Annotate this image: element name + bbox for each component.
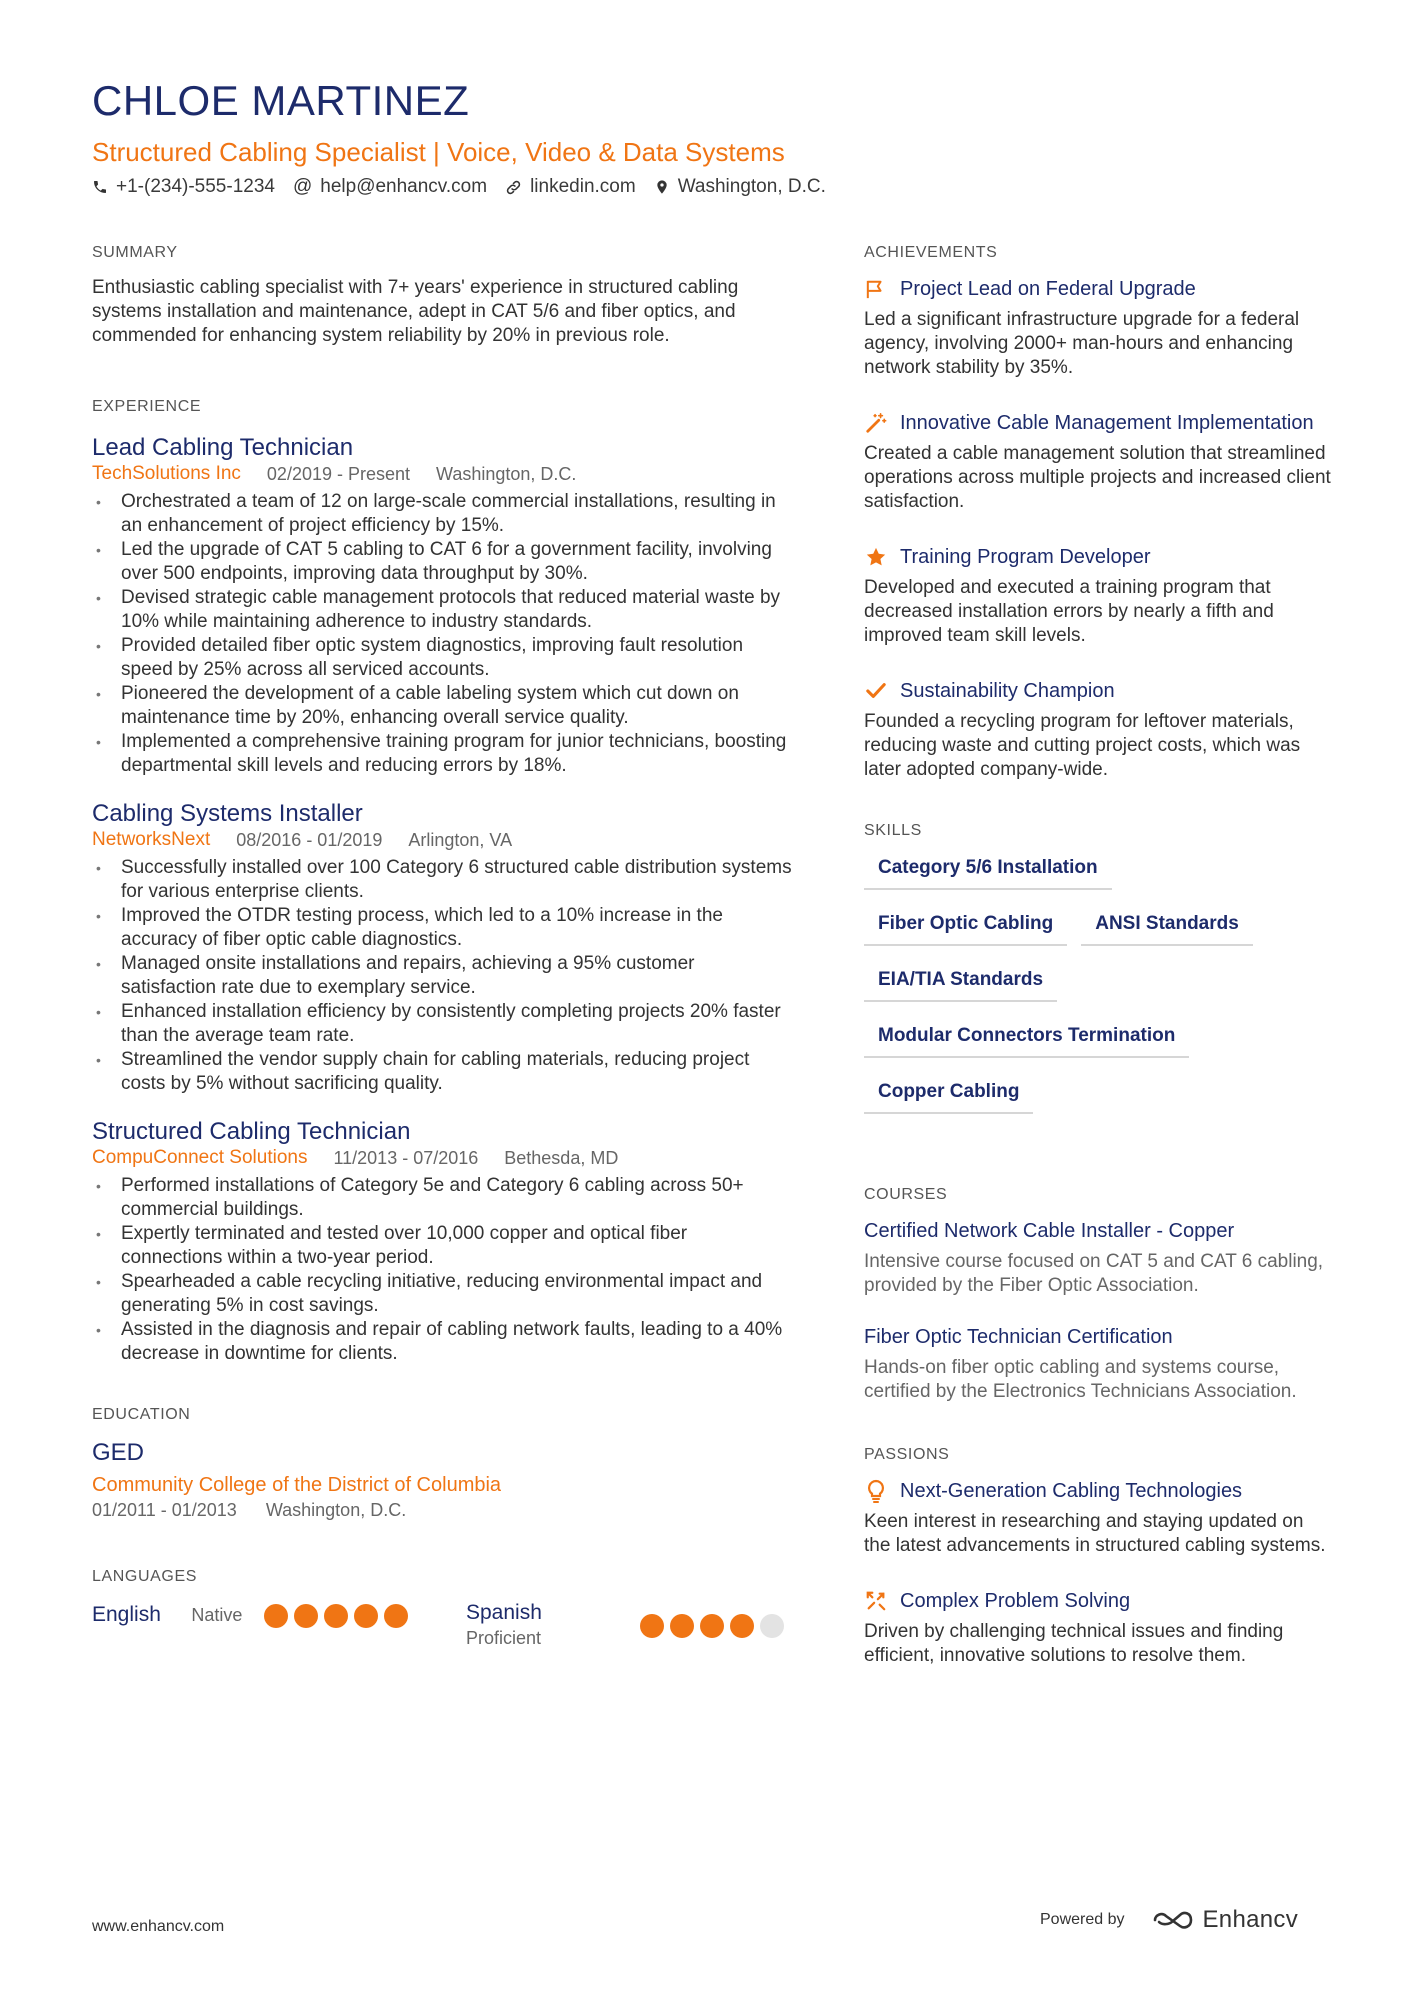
job-bullet: • Led the upgrade of CAT 5 cabling to CAT 6 for a government facility, involving over 500 endpoints, improving data throughput by 30%.: [92, 538, 792, 586]
skills-list: [864, 856, 1334, 1136]
at-icon: @: [292, 176, 313, 197]
achievement-title: Sustainability Champion: [900, 680, 1115, 702]
education-meta: [92, 1498, 792, 1522]
rating-dot-empty: [760, 1614, 784, 1638]
language-name: Spanish: [466, 1601, 542, 1624]
contact-bar: [92, 176, 844, 198]
skill-tag: Fiber Optic Cabling: [864, 912, 1067, 946]
education-degree: GED: [92, 1439, 145, 1466]
education-dates: 01/2011 - 01/2013: [92, 1500, 237, 1520]
passions-heading: PASSIONS: [864, 1446, 950, 1463]
lightbulb-icon: [864, 1478, 888, 1504]
achievement-item: [864, 276, 1334, 380]
summary-text: Enthusiastic cabling specialist with 7+ years' experience in structured cabling systems installation and maintenance, adept in CAT 5/6 and fiber optics, and commended for enhancing system reliability by 20% in previous role.: [92, 277, 739, 346]
brand-name: Enhancv: [1202, 1906, 1298, 1933]
job-bullet: • Managed onsite installations and repairs, achieving a 95% customer satisfaction rate due to exemplary service.: [92, 952, 792, 1000]
passion-desc: Driven by challenging technical issues and finding efficient, innovative solutions to resolve them.: [864, 1621, 1284, 1666]
job-bullets: [92, 856, 792, 1096]
job-bullet: • Orchestrated a team of 12 on large-scale commercial installations, resulting in an enhancement of project efficiency by 15%.: [92, 490, 792, 538]
job-title: Cabling Systems Installer: [92, 800, 363, 827]
magic-wand-icon: [864, 410, 888, 436]
skills-section: [864, 822, 1334, 1136]
job-dates: 02/2019 - Present: [266, 464, 411, 484]
experience-heading: EXPERIENCE: [92, 398, 202, 415]
linkedin-text: linkedin.com: [530, 176, 636, 197]
course-title: Fiber Optic Technician Certification: [864, 1326, 1173, 1348]
course-item: [864, 1324, 1334, 1404]
job-company: CompuConnect Solutions: [92, 1147, 308, 1168]
job-bullet: • Enhanced installation efficiency by consistently completing projects 20% faster than the average team rate.: [92, 1000, 792, 1048]
education-location: Washington, D.C.: [265, 1500, 407, 1520]
job-bullets: [92, 490, 792, 778]
language-item: [92, 1602, 242, 1628]
skill-tag: EIA/TIA Standards: [864, 968, 1057, 1002]
passion-title: Complex Problem Solving: [900, 1590, 1131, 1612]
language-item: [466, 1600, 542, 1650]
job-bullet: • Streamlined the vendor supply chain for cabling materials, reducing project costs by 5% without sacrificing quality.: [92, 1048, 792, 1096]
skills-heading: SKILLS: [864, 822, 922, 839]
education-heading: EDUCATION: [92, 1406, 191, 1423]
summary-heading: SUMMARY: [92, 244, 178, 261]
skill-tag: Copper Cabling: [864, 1080, 1033, 1114]
achievement-desc: Created a cable management solution that streamlined operations across multiple projects and increased client satisfaction.: [864, 443, 1331, 512]
languages-list: [92, 1602, 792, 1662]
job-entry: [92, 434, 792, 778]
languages-section: [92, 1568, 792, 1662]
footer-branding: [1040, 1906, 1298, 1934]
rating-dot-filled: [324, 1604, 348, 1628]
achievement-desc: Founded a recycling program for leftover materials, reducing waste and cutting project costs, which was later adopted company-wide.: [864, 711, 1301, 780]
location-pin-icon: [654, 178, 670, 196]
job-bullets: [92, 1174, 792, 1366]
checkmark-icon: [864, 678, 888, 704]
job-bullet: • Implemented a comprehensive training program for junior technicians, boosting departmental skill levels and reducing errors by 18%.: [92, 730, 792, 778]
experience-section: [92, 398, 792, 1366]
job-bullet: • Improved the OTDR testing process, which led to a 10% increase in the accuracy of fiber optic cable diagnostics.: [92, 904, 792, 952]
contact-phone[interactable]: [92, 176, 275, 198]
passions-section: [864, 1446, 1334, 1668]
language-name: English: [92, 1603, 161, 1626]
star-icon: [864, 544, 888, 570]
rating-dot-filled: [384, 1604, 408, 1628]
achievement-title: Training Program Developer: [900, 546, 1151, 568]
contact-linkedin[interactable]: [505, 176, 636, 198]
achievements-heading: ACHIEVEMENTS: [864, 244, 998, 261]
language-rating: [264, 1604, 414, 1628]
passion-item: [864, 1478, 1334, 1558]
email-text: help@enhancv.com: [320, 176, 488, 197]
passion-desc: Keen interest in researching and staying updated on the latest advancements in structured cabling systems.: [864, 1511, 1326, 1556]
rating-dot-filled: [730, 1614, 754, 1638]
achievement-item: [864, 544, 1334, 648]
job-location: Washington, D.C.: [436, 464, 577, 484]
phone-text: +1-(234)-555-1234: [116, 176, 275, 197]
rating-dot-filled: [670, 1614, 694, 1638]
phone-icon: [92, 179, 108, 195]
passion-item: [864, 1588, 1334, 1668]
course-desc: Intensive course focused on CAT 5 and CAT 6 cabling, provided by the Fiber Optic Association.: [864, 1251, 1324, 1296]
courses-heading: COURSES: [864, 1186, 948, 1203]
job-bullet: • Assisted in the diagnosis and repair of cabling network faults, leading to a 40% decrease in downtime for clients.: [92, 1318, 792, 1366]
location-text: Washington, D.C.: [677, 176, 826, 197]
rating-dot-filled: [700, 1614, 724, 1638]
education-section: [92, 1406, 792, 1522]
job-meta: [92, 828, 792, 852]
puzzle-path-icon: [864, 1588, 888, 1614]
education-school: Community College of the District of Columbia: [92, 1474, 502, 1496]
achievement-title: Innovative Cable Management Implementation: [900, 412, 1314, 434]
passion-title: Next-Generation Cabling Technologies: [900, 1480, 1243, 1502]
job-bullet: • Successfully installed over 100 Category 6 structured cable distribution systems for various enterprise clients.: [92, 856, 792, 904]
job-bullet: • Pioneered the development of a cable labeling system which cut down on maintenance time by 20%, enhancing overall service quality.: [92, 682, 792, 730]
candidate-title: Structured Cabling Specialist | Voice, Video & Data Systems: [92, 137, 785, 167]
course-item: [864, 1218, 1334, 1298]
skill-tag: Category 5/6 Installation: [864, 856, 1112, 890]
language-rating: [640, 1614, 790, 1638]
link-icon: [505, 179, 522, 196]
candidate-name: CHLOE MARTINEZ: [92, 77, 470, 124]
achievement-item: [864, 678, 1334, 782]
skill-tag: ANSI Standards: [1081, 912, 1253, 946]
course-desc: Hands-on fiber optic cabling and systems course, certified by the Electronics Technicians Association.: [864, 1357, 1297, 1402]
job-bullet: • Performed installations of Category 5e and Category 6 cabling across 50+ commercial buildings.: [92, 1174, 792, 1222]
job-location: Bethesda, MD: [504, 1148, 619, 1168]
achievements-section: [864, 244, 1334, 782]
flag-icon: [864, 276, 888, 302]
summary-section: [92, 244, 792, 348]
job-bullet: • Expertly terminated and tested over 10,000 copper and optical fiber connections within a two-year period.: [92, 1222, 792, 1270]
language-level: Native: [191, 1605, 243, 1625]
skill-tag: Modular Connectors Termination: [864, 1024, 1189, 1058]
job-bullet: • Provided detailed fiber optic system diagnostics, improving fault resolution speed by 25% across all serviced accounts.: [92, 634, 792, 682]
enhancv-logo-icon: [1151, 1907, 1195, 1933]
job-meta: [92, 1146, 792, 1170]
languages-heading: LANGUAGES: [92, 1568, 197, 1585]
job-title: Lead Cabling Technician: [92, 434, 354, 461]
job-location: Arlington, VA: [408, 830, 513, 850]
achievement-desc: Developed and executed a training program that decreased installation errors by nearly a fifth and improved team skill levels.: [864, 577, 1274, 646]
contact-email[interactable]: [293, 176, 487, 198]
job-dates: 11/2013 - 07/2016: [333, 1148, 479, 1168]
footer-website[interactable]: www.enhancv.com: [92, 1918, 225, 1935]
job-meta: [92, 462, 792, 486]
courses-section: [864, 1186, 1334, 1404]
job-title: Structured Cabling Technician: [92, 1118, 411, 1145]
achievement-desc: Led a significant infrastructure upgrade for a federal agency, involving 2000+ man-hours and enhancing network stability by 35%.: [864, 309, 1300, 378]
rating-dot-filled: [354, 1604, 378, 1628]
job-company: NetworksNext: [92, 829, 211, 850]
achievement-item: [864, 410, 1334, 514]
achievement-title: Project Lead on Federal Upgrade: [900, 278, 1196, 300]
job-dates: 08/2016 - 01/2019: [236, 830, 383, 850]
job-entry: [92, 1118, 792, 1366]
rating-dot-filled: [264, 1604, 288, 1628]
rating-dot-filled: [294, 1604, 318, 1628]
right-column: [864, 244, 1334, 1714]
job-bullet: • Devised strategic cable management protocols that reduced material waste by 10% while maintaining adherence to industry standards.: [92, 586, 792, 634]
language-level: Proficient: [466, 1628, 542, 1648]
contact-location: [654, 176, 826, 198]
powered-by-label: Powered by: [1040, 1911, 1125, 1928]
job-bullet: • Spearheaded a cable recycling initiative, reducing environmental impact and generating 5% in cost savings.: [92, 1270, 792, 1318]
course-title: Certified Network Cable Installer - Copper: [864, 1220, 1235, 1242]
job-company: TechSolutions Inc: [92, 463, 241, 484]
rating-dot-filled: [640, 1614, 664, 1638]
left-column: [92, 244, 792, 1708]
job-entry: [92, 800, 792, 1096]
